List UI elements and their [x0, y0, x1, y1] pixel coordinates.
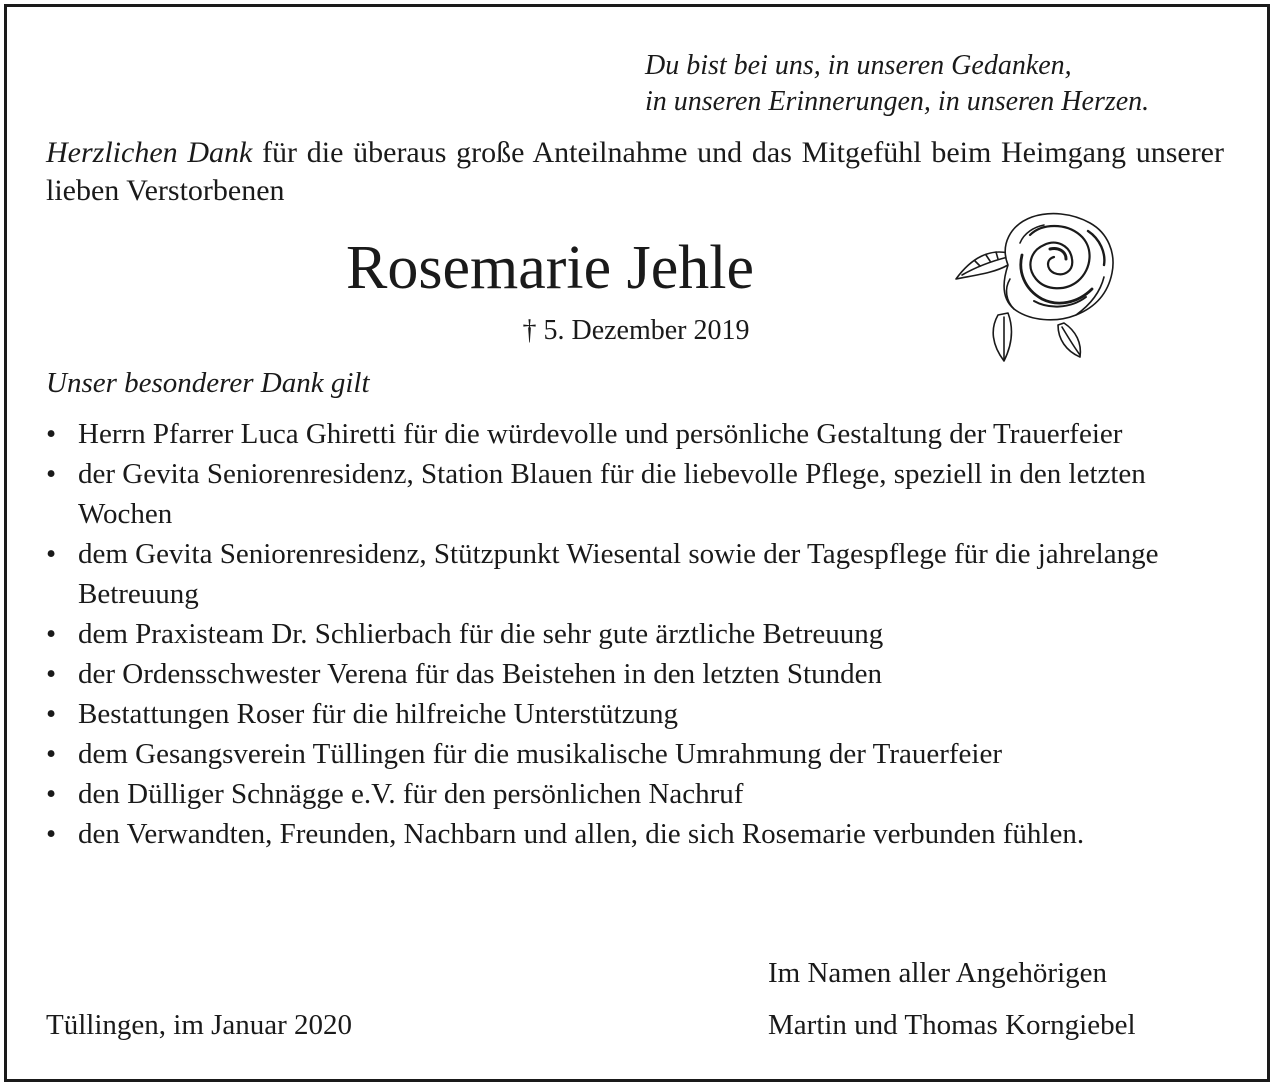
list-item-text: den Dülliger Schnägge e.V. für den persönlichen Nachruf [78, 778, 744, 810]
bullet: • [46, 818, 57, 850]
list-item-text: der Ordensschwester Verena für das Beistehen in den letzten Stunden [78, 658, 882, 690]
list-item-text: Bestattungen Roser für die hilfreiche Unterstützung [78, 698, 678, 730]
list-item [46, 654, 1226, 694]
list-item [46, 614, 1226, 654]
signatories: Martin und Thomas Korngiebel [768, 1009, 1136, 1041]
intro-text [46, 134, 1224, 210]
list-item-text: dem Praxisteam Dr. Schlierbach für die sehr gute ärztliche Betreuung [78, 618, 884, 650]
list-item-text: den Verwandten, Freunden, Nachbarn und allen, die sich Rosemarie verbunden fühlen. [78, 818, 1085, 850]
list-item-text: dem Gesangsverein Tüllingen für die musikalische Umrahmung der Trauerfeier [78, 738, 1002, 770]
intro-body: für die überaus große Anteilnahme und das Mitgefühl beim Heimgang unserer lieben Verstorbenen [46, 136, 1224, 207]
poem [645, 48, 1149, 120]
list-item [46, 814, 1226, 854]
bullet: • [46, 778, 57, 810]
thanks-list [46, 414, 1226, 854]
place-date: Tüllingen, im Januar 2020 [46, 1009, 353, 1041]
intro-lead: Herzlichen Dank [46, 136, 253, 169]
deceased-name-text: Rosemarie Jehle [345, 234, 755, 302]
bullet: • [46, 418, 57, 450]
list-item-text: Herrn Pfarrer Luca Ghiretti für die würdevolle und persönliche Gestaltung der Trauerfeier [78, 418, 1123, 450]
bullet: • [46, 458, 57, 490]
thanks-heading: Unser besonderer Dank gilt [46, 367, 370, 399]
bullet: • [46, 538, 57, 570]
list-item [46, 694, 1226, 734]
list-item [46, 734, 1226, 774]
on-behalf-label: Im Namen aller Angehörigen [768, 957, 1108, 989]
bullet: • [46, 658, 57, 690]
list-item [46, 774, 1226, 814]
poem-line-2: in unseren Erinnerungen, in unseren Herzen. [645, 86, 1150, 117]
rose-icon [950, 205, 1175, 365]
bullet: • [46, 738, 57, 770]
list-item-text: dem Gevita Seniorenresidenz, Stützpunkt Wiesental sowie der Tagespflege für die jahrelange Betreuung [78, 538, 1159, 610]
list-item [46, 534, 1226, 614]
bullet: • [46, 618, 57, 650]
list-item-text: der Gevita Seniorenresidenz, Station Blauen für die liebevolle Pflege, speziell in den letzten Wochen [78, 458, 1146, 530]
list-item [46, 414, 1226, 454]
list-item [46, 454, 1226, 534]
death-date-text: † 5. Dezember 2019 [522, 315, 750, 346]
poem-line-1: Du bist bei uns, in unseren Gedanken, [645, 50, 1072, 81]
bullet: • [46, 698, 57, 730]
